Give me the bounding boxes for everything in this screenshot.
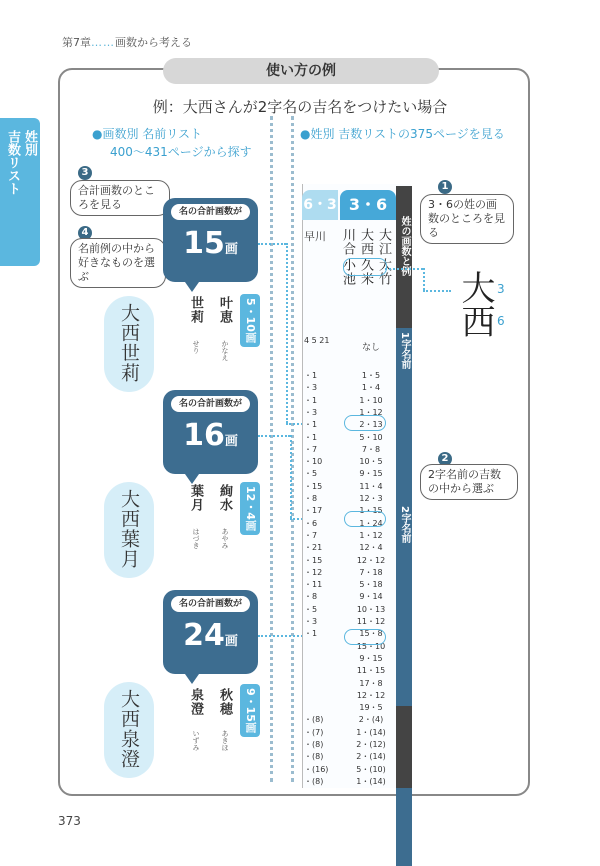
row-left-value: ・1: [304, 371, 318, 380]
row-left-value: ・1: [304, 395, 318, 405]
row-right-value[interactable]: 1・15: [359, 506, 383, 516]
connector-onishi: [385, 268, 423, 270]
row-right-value[interactable]: 5・(10): [356, 764, 386, 774]
stroke-count: [173, 418, 248, 453]
chapter-title: 画数から考える: [115, 36, 192, 49]
name-example-2[interactable]: 泉澄: [188, 688, 203, 716]
callout-2-bubble: 2字名前の吉数の中から選ぶ: [420, 464, 518, 500]
row-right-value[interactable]: 2・(14): [356, 752, 386, 762]
big-stroke-1: 3: [497, 282, 505, 296]
ga-unit: 画: [224, 242, 238, 257]
connector-onishi-vertical: [423, 268, 425, 290]
full-name: 大西世莉: [118, 303, 140, 383]
stroke-box-label: 名の合計画数が: [171, 204, 250, 220]
side-tab-line1: 姓別: [22, 130, 37, 156]
row-left-value: ・15: [304, 555, 323, 565]
row-left-value: ・8: [304, 592, 318, 602]
row-right-value[interactable]: 1・12: [359, 407, 383, 417]
full-name: 大西泉澄: [118, 689, 140, 769]
callout-3-bubble: 合計画数のところを見る: [70, 180, 170, 216]
row-left-value: ・21: [304, 543, 323, 553]
row-right-value[interactable]: 12・4: [359, 543, 383, 553]
row-left-value: ・(16): [304, 764, 329, 774]
name-example-2[interactable]: 葉月: [188, 484, 203, 512]
row-left-value: ・(8): [304, 740, 324, 749]
row-right-value[interactable]: 7・18: [359, 567, 383, 577]
chapter-dots: ……: [91, 36, 115, 49]
row-right-value[interactable]: 1・(14): [356, 727, 386, 737]
one-char-right: なし: [361, 343, 380, 353]
row-right-value[interactable]: 9・15: [359, 469, 383, 479]
row-right-value[interactable]: 11・4: [359, 481, 383, 491]
chapter-header: [62, 34, 192, 50]
callout-4-bubble: 名前例の中から好きなものを選ぶ: [70, 238, 166, 288]
row-left-value: ・6: [304, 518, 318, 528]
furigana-1: かなえ: [221, 340, 229, 361]
furigana-2: いずみ: [192, 730, 200, 751]
band-bottom: [396, 706, 412, 788]
stroke-count: [173, 618, 248, 653]
row-right-value[interactable]: 10・5: [359, 457, 383, 467]
full-name: 大西葉月: [118, 489, 140, 569]
stroke-total: 24: [183, 618, 225, 653]
highlight-row-9-15: [344, 629, 386, 645]
surname-col-2: 大竹: [376, 258, 391, 286]
stroke-box-16: [163, 390, 258, 474]
big-surname: 大西: [455, 270, 495, 338]
row-right-value[interactable]: 10・13: [356, 604, 386, 614]
row-right-value[interactable]: 12・12: [356, 690, 386, 700]
stroke-box-label: 名の合計画数が: [171, 596, 250, 612]
row-left-value: ・(8): [304, 715, 324, 725]
stroke-total: 15: [183, 226, 225, 261]
row-right-value[interactable]: 19・5: [359, 703, 383, 713]
one-char-left: 4 5 21: [304, 336, 330, 345]
page-number: 373: [58, 814, 81, 828]
row-left-value: ・3: [304, 407, 318, 417]
stroke-count: [173, 226, 248, 261]
name-example-1[interactable]: 秋穂: [217, 688, 232, 716]
furigana-1: あやみ: [221, 528, 229, 549]
row-left-value: ・1: [304, 629, 318, 639]
row-left-value: ・(8): [304, 752, 324, 762]
row-right-value[interactable]: 2・13: [359, 420, 383, 430]
surname-col-6: 小池: [340, 258, 355, 286]
side-tab-line2: 吉数リスト: [5, 130, 20, 195]
row-right-value[interactable]: 5・18: [359, 580, 383, 590]
row-left-value: ・5: [304, 469, 318, 479]
row-right-value[interactable]: 11・12: [356, 617, 386, 626]
connector-15: [258, 243, 286, 245]
row-right-value[interactable]: 9・15: [359, 653, 383, 663]
row-right-value[interactable]: 17・8: [359, 678, 383, 688]
row-left-value: ・11: [304, 580, 323, 590]
side-index-tab[interactable]: [0, 118, 40, 266]
connector-16-vertical: [290, 435, 292, 518]
callout-1-number: 1: [438, 180, 452, 194]
big-stroke-2: 6: [497, 314, 505, 328]
row-left-value: ・5: [304, 604, 318, 614]
row-left-value: ・7: [304, 444, 318, 454]
row-right-value[interactable]: 1・4: [361, 383, 381, 393]
row-right-value[interactable]: 15・10: [356, 641, 386, 651]
row-right-value[interactable]: 1・5: [361, 371, 381, 380]
connector-15-vertical: [286, 243, 288, 423]
surname-col-4: 久米: [358, 258, 373, 286]
stroke-box-label: 名の合計画数が: [171, 396, 250, 412]
row-left-value: ・15: [304, 481, 323, 491]
strip-header: [302, 190, 396, 220]
stroke-pill: 12・4画: [240, 482, 260, 535]
row-right-value[interactable]: 1・(14): [356, 776, 386, 786]
stroke-pill: 5・10画: [240, 294, 260, 347]
band-main-label: 2字名前: [399, 506, 410, 543]
row-right-value[interactable]: 2・(12): [356, 740, 386, 749]
row-right-value[interactable]: 1・10: [359, 395, 383, 405]
left-divider: [270, 116, 273, 782]
surname-col-5: 川合: [340, 228, 355, 256]
category-band: [396, 186, 412, 786]
chapter-label: 第7章: [62, 36, 91, 49]
row-right-value[interactable]: 12・12: [356, 555, 386, 565]
row-right-value[interactable]: 12・3: [359, 494, 383, 503]
ga-unit: 画: [224, 634, 238, 649]
example-subtitle: 例：大西さんが2字名の吉名をつけたい場合: [152, 98, 448, 116]
callout-1-bubble: 3・6の姓の画数のところを見る: [420, 194, 514, 244]
panel-title: 使い方の例: [163, 58, 439, 84]
name-example-1[interactable]: 叶恵: [217, 296, 232, 324]
row-right-value[interactable]: 7・8: [361, 444, 381, 454]
name-example-1[interactable]: 絢水: [217, 484, 232, 512]
left-header-line1: ●画数別 名前リスト: [92, 127, 203, 141]
name-example-2[interactable]: 世莉: [188, 296, 203, 324]
connector-16: [258, 435, 290, 437]
band-mid-label: 1字名前: [399, 332, 410, 369]
callout-3-number: 3: [78, 166, 92, 180]
row-left-value: ・10: [304, 457, 323, 467]
highlight-row-5-10: [344, 415, 386, 431]
stroke-box-tail: [185, 282, 199, 292]
row-left-value: ・3: [304, 383, 318, 393]
stroke-box-24: [163, 590, 258, 674]
band-two-char: [396, 366, 412, 866]
callout-2-number: 2: [438, 452, 452, 466]
row-right-value[interactable]: 5・10: [359, 432, 383, 442]
left-header-line2: 400〜431ページから探す: [110, 145, 252, 159]
furigana-2: はづき: [192, 528, 200, 549]
row-right-value[interactable]: 9・14: [359, 592, 383, 602]
ga-unit: 画: [224, 434, 238, 449]
row-left-value: ・7: [304, 530, 318, 540]
row-right-value[interactable]: 2・(4): [358, 715, 384, 725]
tab-current[interactable]: 3・6: [340, 190, 396, 220]
right-header: ●姓別 吉数リストの375ページを見る: [300, 127, 505, 141]
row-left-value: ・12: [304, 567, 323, 577]
stroke-box-tail: [185, 474, 199, 484]
row-left-value: ・1: [304, 420, 318, 430]
highlight-onishi: [343, 258, 387, 276]
row-left-value: ・3: [304, 617, 318, 626]
tab-prev[interactable]: 6・3: [302, 190, 338, 220]
stroke-box-tail: [185, 674, 199, 684]
row-left-value: ・(7): [304, 727, 324, 737]
surname-col-3: 大西: [358, 228, 373, 256]
row-right-value[interactable]: 1・24: [359, 518, 383, 528]
connector-onishi-right: [423, 290, 451, 292]
band-top-label: 姓の画数と例: [399, 216, 410, 276]
row-right-value[interactable]: 15・8: [359, 629, 383, 639]
row-left-value: ・(8): [304, 776, 324, 786]
row-left-value: ・8: [304, 494, 318, 503]
prev-surname: 早川: [304, 230, 326, 243]
furigana-2: せり: [192, 340, 200, 354]
highlight-row-12-4: [344, 511, 386, 527]
row-left-value: ・1: [304, 432, 318, 442]
row-left-value: ・17: [304, 506, 323, 516]
row-right-value[interactable]: 1・12: [359, 530, 383, 540]
callout-4-number: 4: [78, 226, 92, 240]
row-right-value[interactable]: 11・15: [356, 666, 386, 676]
surname-col-1: 大江: [376, 228, 391, 256]
stroke-pill: 9・15画: [240, 684, 260, 737]
furigana-1: あきほ: [221, 730, 229, 751]
stroke-total: 16: [183, 418, 225, 453]
stroke-box-15: [163, 198, 258, 282]
